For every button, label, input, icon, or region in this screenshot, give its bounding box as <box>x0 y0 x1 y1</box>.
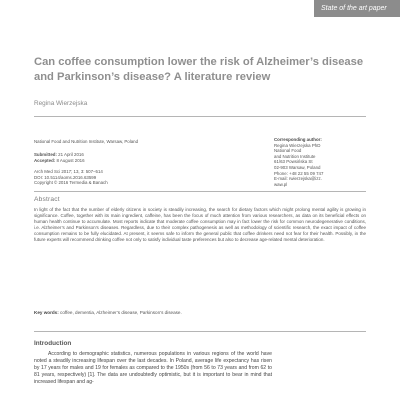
corr-email-line: waw.pl <box>274 181 288 187</box>
submitted-label: Submitted: <box>34 152 57 157</box>
divider-top <box>34 116 366 117</box>
divider-abstract <box>34 191 366 192</box>
accepted-label: Accepted: <box>34 157 56 163</box>
submission-dates <box>34 152 234 163</box>
abstract-text: In light of the fact that the number of elderly citizens in society is steadily increasing, the search for dietary factors which might prolong mental agility is growing in significance. Coffee, together with its main ingredient, caffeine, has been the focus of much attention from various researchers, as data on its beneficial effects on human health continue to accumulate. Most reports indicate that moderate coffee consumption may in fact lower the risk for common neurodegenerative conditions, i.e. Alzheimer’s and Parkinson’s diseases. Regardless, due to their complex pathogenesis as well as methodology of scientific research, the exact impact of coffee consumption remains to be fully elucidated. At present, it seems safe to inform the general public that coffee drinkers need not fear for their health. Possibly, in the future experts will recommend drinking coffee not only to satisfy individual taste preferences but also to decrease age-related mental deterioration. <box>34 207 366 243</box>
article-title: Can coffee consumption lower the risk of Alzheimer’s disease and Parkinson’s disease? A literature review <box>34 56 364 83</box>
corr-email-line: E-mail: rwierzejska@izz. <box>274 176 322 182</box>
accepted-line <box>34 158 234 164</box>
citation-line: Arch Med Sci 2017; 13, 3: 507–514 <box>34 169 103 174</box>
corr-line: National Food <box>274 148 302 154</box>
corresponding-author-block <box>274 137 366 187</box>
introduction-text: According to demographic statistics, numerous populations in various regions of the world have noted a steadily increasing lifespan over the last decades. In Poland, average life expectancy has risen by 17 years for males and 19 for females as compared to the 1950s (from 56 to 73 years and from 62 to 81 years, respectively) [1]. The data are undoubtedly optimistic, but it is important to bear in mind that increased lifespan and ag- <box>34 351 272 385</box>
accepted-date: 8 August 2016 <box>56 157 85 163</box>
article-type-label: State of the art paper <box>321 5 387 12</box>
corr-line: 02-903 Warsaw, Poland <box>274 164 321 170</box>
keywords-text: coffee, dementia, Alzheimer’s disease, Parkinson’s disease. <box>60 310 182 315</box>
article-type-banner <box>314 0 400 17</box>
keywords-label: Key words: <box>34 310 59 315</box>
corr-line: 61/63 Powsińska St <box>274 159 313 165</box>
corresponding-author-heading: Corresponding author: <box>274 137 322 142</box>
author-name: Regina Wierzejska <box>34 100 88 107</box>
affiliation: National Food and Nutrition Institute, Warsaw, Poland <box>34 139 139 144</box>
corr-line: Phone: +48 22 55 09 747 <box>274 170 324 176</box>
corr-line: Regina Wierzejska PhD <box>274 142 321 148</box>
abstract-heading: Abstract <box>34 196 60 203</box>
introduction-heading: Introduction <box>34 340 72 347</box>
keywords-line <box>34 310 366 316</box>
copyright-line: Copyright © 2016 Termedia & Banach <box>34 180 108 186</box>
citation-block <box>34 169 234 186</box>
divider-intro <box>34 331 366 332</box>
doi-line: DOI: 10.5114/aoms.2016.63599 <box>34 174 97 180</box>
submitted-date: 21 April 2016 <box>58 152 84 157</box>
corr-line: and Nutrition Institute <box>274 153 316 159</box>
